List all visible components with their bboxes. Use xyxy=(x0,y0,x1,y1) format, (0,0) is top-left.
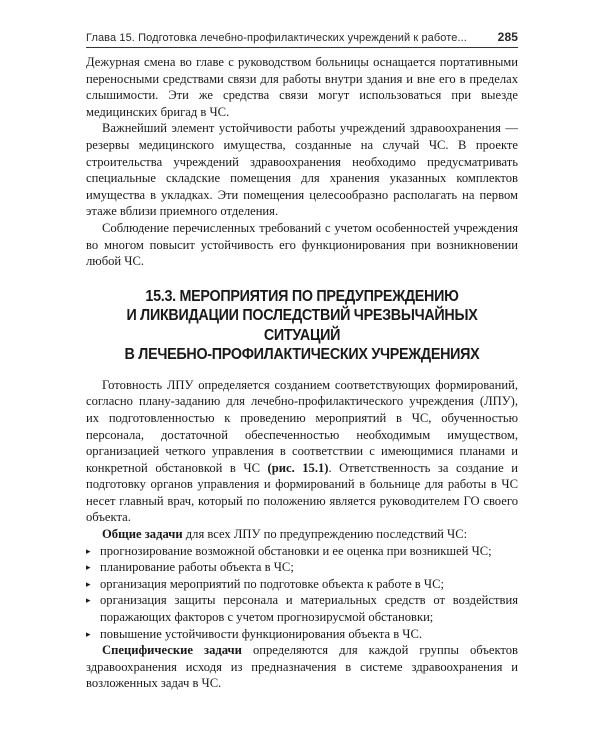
section-paragraph-1 xyxy=(86,377,518,526)
general-tasks-intro-text: для всех ЛПУ по предупреждению последствий ЧС: xyxy=(182,527,468,542)
list-item xyxy=(86,592,518,625)
intro-paragraph-1: Дежурная смена во главе с руководством больницы оснащается портативными переносными средствами связи для работы внутри здания и вне его в пределах слышимости. Эти же средства связи могут использоваться при выезде медицинских бригад в ЧС. xyxy=(86,55,518,119)
bullet-arrow-icon: ▸ xyxy=(86,578,91,589)
bullet-arrow-icon: ▸ xyxy=(86,595,91,606)
running-header xyxy=(86,30,518,48)
specific-tasks-text: определяются для каждой группы объектов здравоохранения исходя из предназначения в системе здравоохранения и возложенных задач в ЧС. xyxy=(86,643,518,691)
list-item xyxy=(86,576,518,593)
bullet-arrow-icon: ▸ xyxy=(86,628,91,639)
intro-paragraph-2: Важнейший элемент устойчивости работы учреждений здравоохранения — резервы медицинского имущества, созданные на случай ЧС. В проекте строительства учреждений здравоохранения необходимо предусматривать специальные складские помещения для хранения указанных комплектов имущества в укладках. Эти помещения целесообразно располагать на первом этаже вблизи приемного отделения. xyxy=(86,121,518,219)
section-heading xyxy=(101,287,503,365)
running-title: Глава 15. Подготовка лечебно-профилактических учреждений к работе... xyxy=(86,32,467,44)
paragraph-text-start: Готовность ЛПУ определяется созданием соответствующих формирований, согласно плану-заданию для лечебно-профилактического учреждения (ЛПУ), их подготовленностью к проведению мероприятий в ЧС, обученностью персонала, достаточной обеспеченностью необходимым имуществом, организацией четкого управления в соответствии с имеющимися планами и конкретной обстановкой в ЧС xyxy=(86,377,518,475)
list-item xyxy=(86,626,518,643)
section-heading-line-1: 15.3. МЕРОПРИЯТИЯ ПО ПРЕДУПРЕЖДЕНИЮ xyxy=(145,287,459,305)
bullet-arrow-icon: ▸ xyxy=(86,545,91,556)
bullet-arrow-icon: ▸ xyxy=(86,562,91,573)
section-heading-line-3: В ЛЕЧЕБНО-ПРОФИЛАКТИЧЕСКИХ УЧРЕЖДЕНИЯХ xyxy=(124,346,480,364)
paragraph-text-end: . Ответственность за создание и подготовку органов управления и формирований в больнице для работы в ЧС несет главный врач, который по положению является руководителем ГО своего объекта. xyxy=(86,460,519,525)
general-tasks-label: Общие задачи xyxy=(102,527,183,542)
list-item-text: организация защиты персонала и материальных средств от воздействия поражающих факторов с учетом прогнозирусмой обстановки; xyxy=(100,593,518,625)
list-item xyxy=(86,559,518,576)
list-item-text: прогнозирование возможной обстановки и ее оценка при возникшей ЧС; xyxy=(100,543,492,558)
list-item xyxy=(86,543,518,560)
book-page xyxy=(86,30,518,692)
specific-tasks-label: Специфические задачи xyxy=(102,643,242,658)
list-item-text: организация мероприятий по подготовке объекта к работе в ЧС; xyxy=(100,576,444,591)
general-tasks-list xyxy=(86,543,518,643)
specific-tasks-paragraph xyxy=(86,642,518,692)
section-heading-line-2: И ЛИКВИДАЦИИ ПОСЛЕДСТВИЙ ЧРЕЗВЫЧАЙНЫХ СИТУАЦИЙ xyxy=(126,307,478,344)
page-number: 285 xyxy=(497,30,518,44)
intro-paragraph-3: Соблюдение перечисленных требований с учетом особенностей учреждения во многом повысит устойчивость его функционирования при возникновении любой ЧС. xyxy=(86,220,518,269)
general-tasks-intro xyxy=(86,526,518,543)
list-item-text: планирование работы объекта в ЧС; xyxy=(100,560,294,575)
figure-reference: (рис. 15.1) xyxy=(267,460,329,475)
list-item-text: повышение устойчивости функционирования объекта в ЧС. xyxy=(100,626,423,641)
page-body xyxy=(86,54,518,692)
